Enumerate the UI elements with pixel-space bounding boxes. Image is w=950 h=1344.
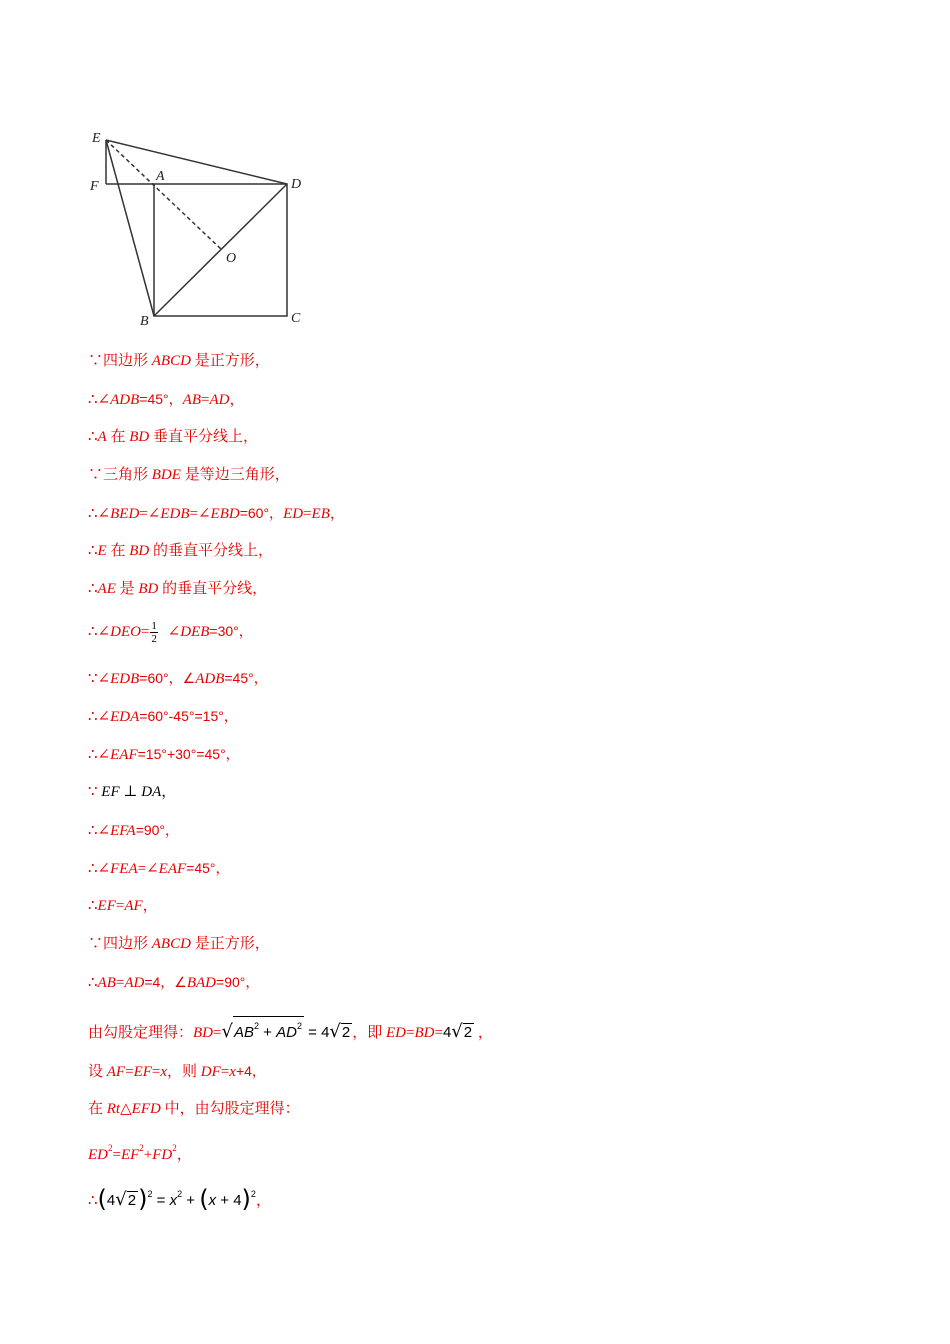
text: 在: [88, 1101, 107, 1117]
text: =60°-45°=15°，: [139, 708, 238, 724]
text: 是正方形，: [190, 936, 270, 952]
solution-line-11: [88, 744, 240, 765]
text: 是: [115, 581, 139, 597]
text: 设: [88, 1064, 107, 1080]
radicand: [233, 1016, 304, 1042]
text: 的垂直平分线，: [158, 581, 268, 597]
text: ∴∠: [88, 506, 111, 522]
exponent: 2: [147, 1189, 153, 1199]
paren: (: [199, 1185, 209, 1213]
paren: (: [97, 1185, 107, 1213]
var: BD: [129, 429, 150, 445]
solution-line-19: [88, 1061, 266, 1082]
text: =: [112, 1147, 121, 1163]
coefficient: 4: [442, 1024, 452, 1041]
text: ∵三角形: [88, 467, 152, 483]
var: EF: [97, 898, 116, 914]
text: =: [434, 1025, 443, 1041]
text: ∵四边形: [88, 936, 152, 952]
solution-line-6: [88, 541, 273, 561]
var: FEA: [110, 861, 138, 877]
text: ∴: [88, 581, 98, 597]
segment-eo-dashed: [106, 140, 222, 250]
solution-line-18: [88, 1016, 493, 1043]
var: ABCD: [151, 936, 191, 952]
text: ，即: [352, 1025, 387, 1041]
var: BD: [414, 1025, 435, 1041]
solution-line-3: [88, 427, 258, 447]
text: ，: [255, 1193, 271, 1209]
var: BAD: [186, 975, 217, 991]
solution-line-21: [88, 1138, 192, 1165]
exponent: 2: [296, 1021, 302, 1031]
text: 中，由勾股定理得：: [160, 1101, 300, 1117]
solution-line-17: [88, 972, 259, 993]
var: BED: [110, 506, 140, 522]
radicand: 2: [463, 1024, 473, 1041]
var: ABCD: [151, 353, 191, 369]
var: DF: [200, 1064, 221, 1080]
var: ED: [283, 506, 304, 522]
var: x: [208, 1192, 217, 1209]
var: EAF: [110, 747, 138, 763]
operator: =: [152, 1192, 170, 1209]
text: 在: [106, 543, 130, 559]
text: ∴: [88, 429, 98, 445]
label-b: B: [140, 314, 149, 329]
var: BD: [193, 1025, 214, 1041]
label-d: D: [291, 177, 302, 192]
solution-line-22: [88, 1180, 271, 1215]
paren: ): [138, 1185, 148, 1213]
var: BD: [138, 581, 159, 597]
text: 由勾股定理得：: [88, 1025, 194, 1041]
solution-line-10: [88, 706, 238, 727]
var: A: [97, 429, 107, 445]
text: =90°，: [216, 974, 260, 990]
solution-line-14: [88, 858, 230, 879]
var: Rt: [106, 1101, 121, 1117]
var: AD: [276, 1024, 297, 1041]
var: AB: [97, 975, 116, 991]
var: AE: [97, 581, 116, 597]
var: EF: [133, 1064, 152, 1080]
radicand: 2: [341, 1024, 351, 1041]
fraction-one-half: [150, 620, 158, 645]
var: E: [97, 543, 107, 559]
text: ∴: [88, 898, 98, 914]
radical-sign: √: [451, 1021, 463, 1042]
text: 是等边三角形，: [180, 467, 290, 483]
var: EFD: [131, 1101, 161, 1117]
text: =∠: [137, 861, 159, 877]
var: ADB: [195, 671, 225, 687]
var: EFA: [110, 823, 136, 839]
text: =: [115, 898, 125, 914]
coefficient: 4: [321, 1024, 330, 1041]
text: =∠: [189, 506, 211, 522]
text: =: [200, 392, 210, 408]
operator: +: [182, 1192, 200, 1209]
var: AB: [233, 1024, 254, 1041]
var: EF: [101, 784, 120, 800]
text: ，: [329, 506, 345, 522]
radicand: 2: [127, 1192, 137, 1209]
solution-line-5: [88, 503, 345, 524]
text: ∵四边形: [88, 353, 152, 369]
coefficient: 4: [233, 1192, 242, 1209]
text: =30°，: [209, 622, 253, 639]
text: ，: [229, 392, 245, 408]
label-e: E: [92, 131, 101, 146]
var: AD: [209, 392, 230, 408]
text: 的垂直平分线上，: [149, 543, 273, 559]
sqrt-expression: [442, 1021, 474, 1042]
text: ∴∠: [88, 861, 111, 877]
text: =: [220, 1064, 230, 1080]
label-c: C: [291, 311, 301, 326]
text: ，: [161, 784, 177, 800]
text: =: [213, 1025, 222, 1041]
exponent: 2: [139, 1143, 144, 1153]
var: AB: [182, 392, 201, 408]
solution-line-13: [88, 820, 179, 841]
text: 在: [106, 429, 130, 445]
var: x: [169, 1192, 178, 1209]
segment-eb: [106, 140, 154, 316]
var: BDE: [151, 467, 181, 483]
text: ，: [474, 1025, 493, 1041]
solution-line-20: [88, 1099, 300, 1119]
text: =90°，: [135, 822, 180, 838]
radical-sign: √: [115, 1189, 127, 1210]
text: 是正方形，: [190, 353, 270, 369]
var: ADB: [110, 392, 140, 408]
text: ∴∠: [88, 747, 111, 763]
radical-sign: √: [329, 1021, 341, 1042]
var: EF: [120, 1147, 140, 1163]
solution-line-8: [88, 620, 253, 645]
text: =45°，: [224, 670, 268, 686]
text: ∴∠: [88, 709, 111, 725]
text: ∴: [88, 975, 98, 991]
exponent: 2: [250, 1189, 256, 1199]
exponent: 2: [253, 1021, 259, 1031]
var: ED: [386, 1025, 407, 1041]
paren: ): [241, 1185, 251, 1213]
text: ∠: [163, 623, 181, 640]
text: ，则: [167, 1064, 201, 1080]
solution-line-12: [88, 782, 176, 802]
var: FD: [152, 1147, 173, 1163]
text: ∴∠: [88, 392, 111, 408]
exponent: 2: [172, 1143, 177, 1153]
var: AD: [124, 975, 145, 991]
var: DA: [141, 784, 162, 800]
text: +4，: [235, 1063, 266, 1079]
text: ∴: [88, 543, 98, 559]
solution-line-15: [88, 896, 158, 916]
label-f: F: [90, 179, 99, 194]
var: AF: [106, 1064, 126, 1080]
operator: =: [303, 1024, 322, 1041]
denominator: 2: [151, 633, 157, 645]
exponent: 2: [177, 1189, 183, 1199]
var: EBD: [210, 506, 240, 522]
solution-line-1: [88, 351, 270, 371]
segment-ed: [106, 140, 287, 184]
sqrt-expression: [221, 1021, 352, 1042]
var: BD: [129, 543, 150, 559]
text: =: [406, 1025, 415, 1041]
text: =: [125, 1064, 134, 1080]
text: =4，∠: [144, 974, 187, 990]
operator: +: [259, 1024, 277, 1041]
var: ED: [88, 1147, 108, 1163]
text: =15°+30°=45°，: [137, 746, 240, 762]
var: EB: [311, 506, 330, 522]
text: =: [151, 1064, 161, 1080]
text: =: [140, 623, 150, 640]
solution-line-16: [88, 934, 270, 954]
solution-line-7: [88, 579, 267, 599]
equation: [97, 1185, 256, 1213]
text: =∠: [139, 506, 161, 522]
text: ∵∠: [88, 671, 111, 687]
geometry-figure: [80, 120, 320, 335]
var: AF: [124, 898, 143, 914]
solution-line-4: [88, 465, 290, 485]
var: EDB: [160, 506, 190, 522]
text: ，: [176, 1147, 192, 1163]
var: x: [229, 1064, 236, 1080]
solution-line-9: [88, 668, 268, 689]
numerator: 1: [151, 620, 157, 632]
solution-line-2: [88, 389, 244, 410]
text: +: [143, 1147, 153, 1163]
text: =60°，∠: [139, 670, 196, 686]
operator: +: [216, 1192, 234, 1209]
text: ∴: [88, 1193, 98, 1209]
text: =: [115, 975, 125, 991]
radical-sign: √: [221, 1021, 233, 1042]
text: =45°，: [186, 860, 230, 876]
text: ∴∠: [88, 823, 111, 839]
label-o: O: [226, 251, 237, 266]
coefficient: 4: [106, 1192, 116, 1209]
var: EDA: [110, 709, 140, 725]
text: =: [303, 506, 312, 522]
text: 垂直平分线上，: [149, 429, 258, 445]
var: EDB: [110, 671, 140, 687]
text: =45°，: [139, 391, 183, 407]
text: ，: [142, 898, 158, 914]
var: EAF: [158, 861, 187, 877]
text: ⊥: [119, 784, 142, 800]
label-a: A: [156, 169, 165, 184]
var: DEO: [110, 623, 141, 640]
text: △: [120, 1101, 132, 1117]
exponent: 2: [108, 1143, 113, 1153]
text: ∵: [88, 784, 102, 800]
text: =60°，: [239, 505, 284, 521]
var: x: [160, 1064, 168, 1080]
var: DEB: [180, 623, 210, 640]
text: ∴∠: [88, 623, 111, 640]
